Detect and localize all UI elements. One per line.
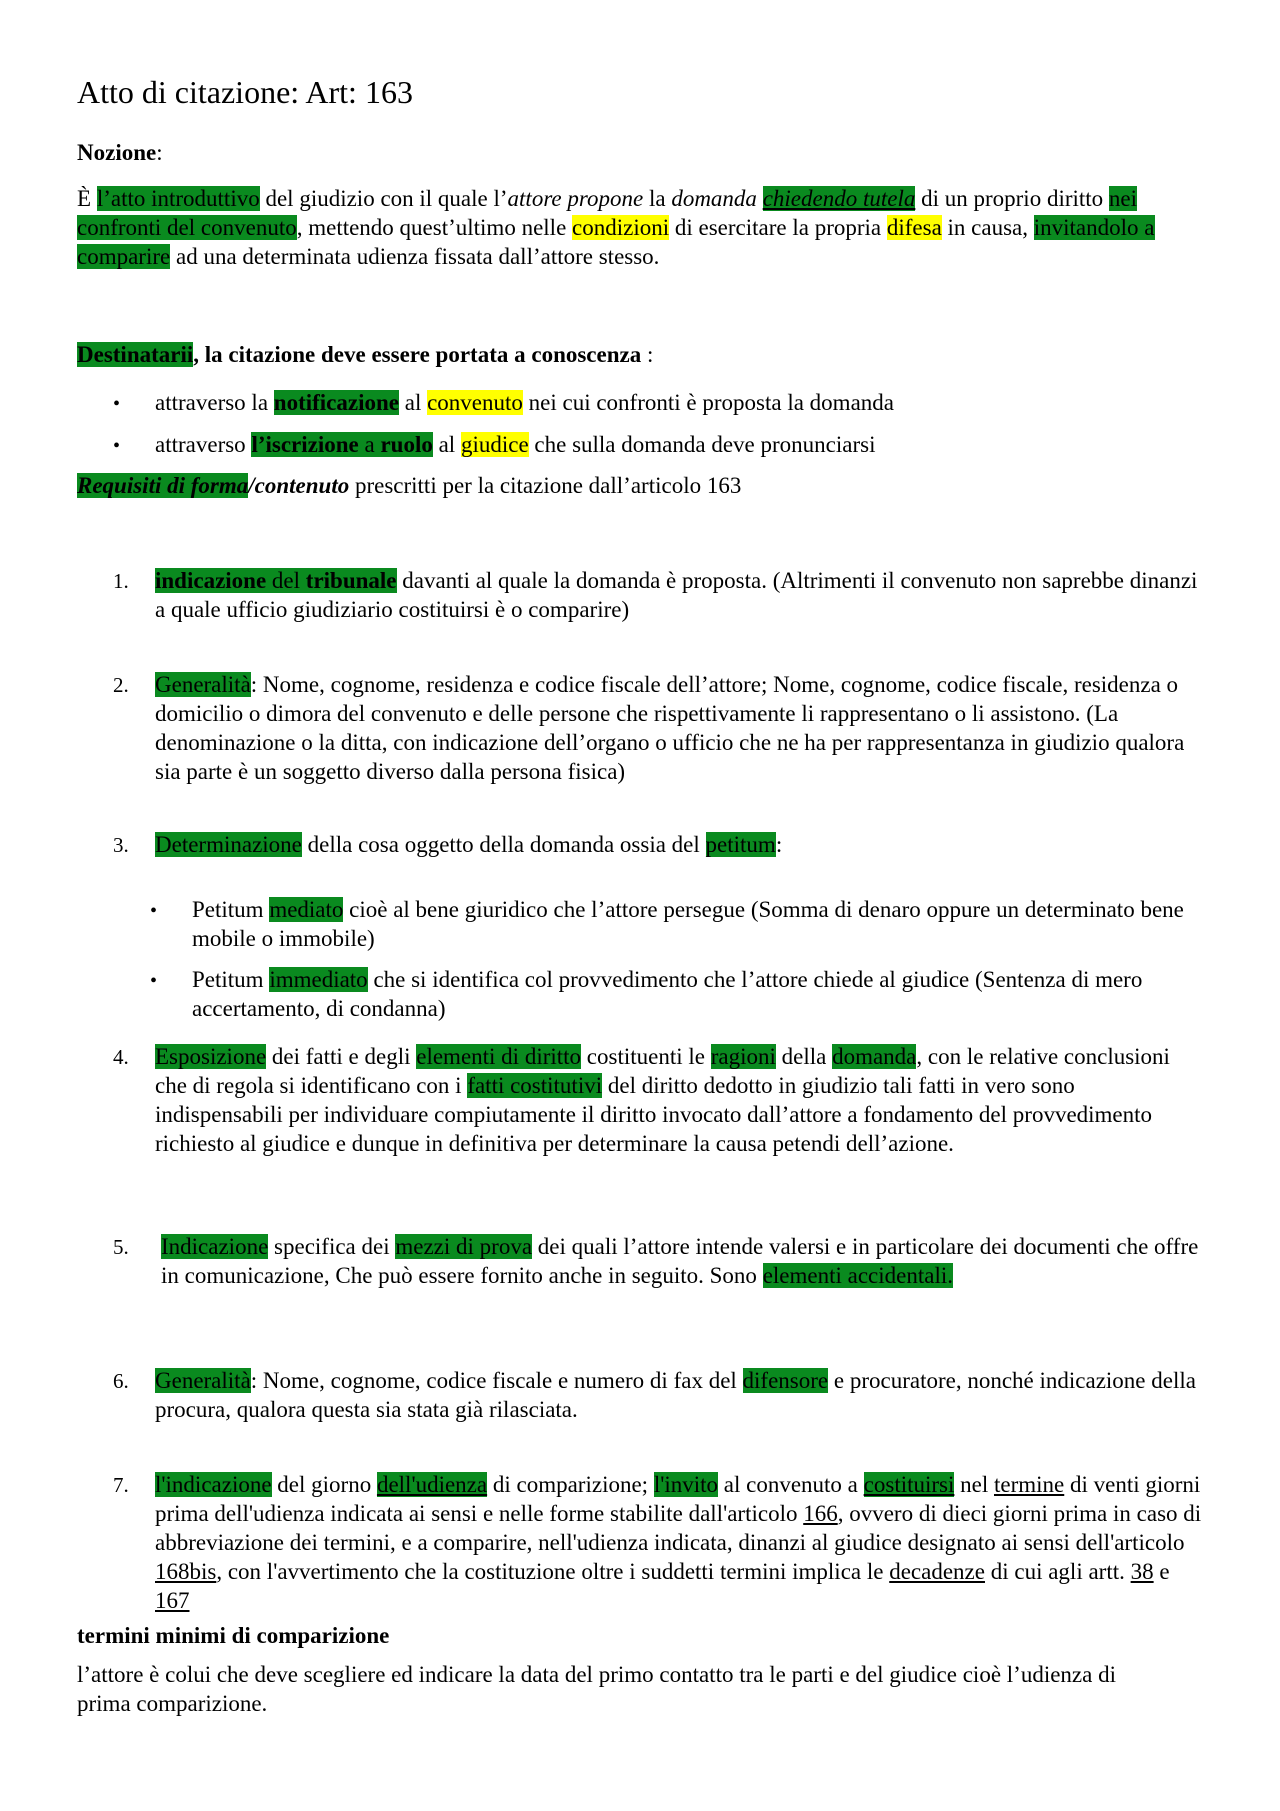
highlight-green: l’iscrizione (251, 432, 359, 457)
requisito-5 (155, 1232, 1205, 1290)
text: ad una determinata udienza fissata dall’attore stesso. (170, 244, 660, 269)
section-heading-destinatari (77, 340, 1207, 369)
text: di venti giorni prima dell'udienza indicata ai sensi e nelle forme stabilite dall'articolo (155, 1472, 1201, 1526)
text (757, 186, 763, 211)
text: : Nome, cognome, residenza e codice fiscale dell’attore; Nome, cognome, codice fiscale, residenza o domicilio o dimora del convenuto e delle persone che rispettivamente li rappresentano o li assistono. (La denominazione o la ditta, con indicazione dell’organo o ufficio che ne ha per rappresentanza in giudizio qualora sia parte è un soggetto diverso dalla persona fisica) (155, 672, 1185, 784)
article-link[interactable]: 38 (1130, 1559, 1154, 1584)
colon: : (156, 140, 163, 165)
highlight-green: Determinazione (155, 832, 302, 857)
highlight-green: nei confronti del convenuto (77, 186, 1138, 240)
text: : (775, 832, 783, 857)
bullet: • (113, 435, 121, 457)
requisito-3 (155, 830, 1205, 859)
text: , mettendo quest’ultimo nelle (296, 215, 573, 240)
highlight-green: elementi di diritto (416, 1044, 582, 1069)
text: : Nome, cognome, codice fiscale e numero di fax del (250, 1368, 743, 1393)
text: nei cui confronti è proposta la domanda (522, 390, 894, 415)
highlight-green: petitum (705, 832, 776, 857)
list-number: 7. (113, 1473, 129, 1497)
text: del giorno (271, 1472, 377, 1497)
text: e (1153, 1559, 1170, 1584)
text: dei quali l’attore intende valersi e in particolare dei documenti che offre in comunicazione, Che può essere fornito anche in seguito. Sono (161, 1234, 1199, 1288)
petitum-mediato (192, 895, 1212, 953)
highlight-green: Destinatarii (77, 342, 194, 367)
text: , con le relative conclusioni che di regola si identificano con i (155, 1044, 1170, 1098)
text: specifica dei (268, 1234, 396, 1259)
text: costituenti le (581, 1044, 711, 1069)
heading-text: Nozione (77, 140, 157, 165)
list-number: 4. (113, 1045, 129, 1069)
text: e procuratore, nonché indicazione della procura, qualora questa sia stata già rilasciata. (155, 1368, 1196, 1422)
bullet: • (150, 900, 158, 922)
italic-text: domanda (671, 186, 757, 211)
text: nel (954, 1472, 994, 1497)
text: che sulla domanda deve pronunciarsi (528, 432, 876, 457)
article-link[interactable]: decadenze (889, 1559, 985, 1584)
highlight-green: indicazione (155, 568, 267, 593)
highlight-green: chiedendo tutela (762, 186, 916, 211)
termini-paragraph: l’attore è colui che deve scegliere ed indicare la data del primo contatto tra le parti e del giudice cioè l’udienza di prima comparizione. (77, 1662, 1116, 1716)
text: Petitum (192, 897, 270, 922)
text: attraverso (155, 432, 252, 457)
text: cioè al bene giuridico che l’attore persegue (Somma di denaro oppure un determinato bene mobile o immobile) (192, 897, 1184, 951)
highlight-green: ragioni (710, 1044, 776, 1069)
article-link[interactable]: 168bis (155, 1559, 217, 1584)
text: del diritto dedotto in giudizio tali fatti in vero sono indispensabili per individuare compiutamente il diritto invocato dall’attore a fondamento del provvedimento richiesto al giudice e dunque in definitiva per determinare la causa petendi dell’azione. (155, 1073, 1153, 1156)
highlight-green: ruolo (380, 432, 433, 457)
highlight-green: invitandolo a comparire (77, 215, 1155, 269)
requisiti-heading (77, 471, 1207, 500)
text: , con l'avvertimento che la costituzione oltre i suddetti termini implica le (216, 1559, 890, 1584)
section-heading-nozione (77, 138, 1207, 167)
list-number: 5. (113, 1235, 129, 1259)
highlight-green: immediato (269, 967, 368, 992)
bold-text: /contenuto (248, 473, 350, 498)
text: Petitum (192, 967, 270, 992)
highlight-green: Generalità (155, 672, 251, 697)
list-number: 3. (113, 833, 129, 857)
bullet: • (113, 393, 121, 415)
highlight-green: notificazione (273, 390, 399, 415)
destinatari-item-2 (155, 430, 1205, 459)
highlight-green: Requisiti di forma (77, 473, 249, 498)
text: , ovvero di dieci giorni prima in caso di abbreviazione dei termini, e a comparire, nell'udienza indicata, dinanzi al giudice designato ai sensi dell'articolo (155, 1501, 1202, 1555)
text: del giudizio con il quale l’ (259, 186, 508, 211)
requisito-6 (155, 1366, 1205, 1424)
highlight-green: dell'udienza (376, 1472, 488, 1497)
highlight-yellow: giudice (460, 432, 529, 457)
petitum-immediato (192, 965, 1212, 1023)
highlight-green: l'indicazione (155, 1472, 272, 1497)
text: al convenuto a (718, 1472, 864, 1497)
text: che si identifica col provvedimento che l’attore chiede al giudice (Sentenza di mero accertamento, di condanna) (192, 967, 1143, 1021)
text: dei fatti e degli (266, 1044, 417, 1069)
requisito-4 (155, 1042, 1205, 1158)
text: davanti al quale la domanda è proposta. (Altrimenti il convenuto non saprebbe dinanzi a quale ufficio giudiziario costituirsi è o comparire) (155, 568, 1198, 622)
highlight-yellow: condizioni (572, 215, 670, 240)
text: della cosa oggetto della domanda ossia del (301, 832, 706, 857)
text: attraverso la (155, 390, 274, 415)
section-heading-termini: termini minimi di comparizione (77, 1623, 390, 1648)
highlight-green: domanda (832, 1044, 917, 1069)
highlight-green: Generalità (155, 1368, 251, 1393)
article-link[interactable]: 166 (803, 1501, 838, 1526)
requisito-1 (155, 566, 1205, 624)
italic-text: attore propone (507, 186, 644, 211)
highlight-green: Esposizione (155, 1044, 267, 1069)
text: È (77, 186, 97, 211)
bullet: • (150, 970, 158, 992)
highlight-green: l’atto introduttivo (96, 186, 260, 211)
text: al (432, 432, 461, 457)
highlight-green: mezzi di prova (395, 1234, 533, 1259)
highlight-green: fatti costitutivi (467, 1073, 603, 1098)
requisito-2 (155, 670, 1205, 786)
text: di esercitare la propria (669, 215, 887, 240)
nozione-paragraph (77, 184, 1207, 271)
highlight-green: mediato (269, 897, 344, 922)
list-number: 2. (113, 673, 129, 697)
highlight-green: difensore (742, 1368, 829, 1393)
list-number: 6. (113, 1369, 129, 1393)
highlight-green: elementi accidentali. (762, 1263, 953, 1288)
colon: : (641, 342, 654, 367)
text: della (775, 1044, 833, 1069)
highlight-green: costituirsi (863, 1472, 955, 1497)
text: prescritti per la citazione dall’articolo 163 (349, 473, 742, 498)
text: , la citazione deve essere portata a conoscenza (193, 342, 642, 367)
requisito-7 (155, 1470, 1205, 1615)
text: di un proprio diritto (915, 186, 1109, 211)
text: al (398, 390, 428, 415)
highlight-green: Indicazione (161, 1234, 269, 1259)
text: in causa, (941, 215, 1034, 240)
list-number: 1. (113, 569, 129, 593)
text: di comparizione; (487, 1472, 654, 1497)
destinatari-item-1 (155, 388, 1205, 417)
article-link[interactable]: 167 (155, 1588, 190, 1613)
highlight-green: tribunale (305, 568, 397, 593)
highlight-yellow: difesa (886, 215, 942, 240)
highlight-green: a (358, 432, 381, 457)
page-title: Atto di citazione: Art: 163 (77, 74, 413, 110)
text: di cui agli artt. (984, 1559, 1131, 1584)
article-link[interactable]: termine (994, 1472, 1065, 1497)
highlight-green: l'invito (653, 1472, 719, 1497)
highlight-green: del (266, 568, 306, 593)
highlight-yellow: convenuto (427, 390, 523, 415)
text: la (643, 186, 672, 211)
